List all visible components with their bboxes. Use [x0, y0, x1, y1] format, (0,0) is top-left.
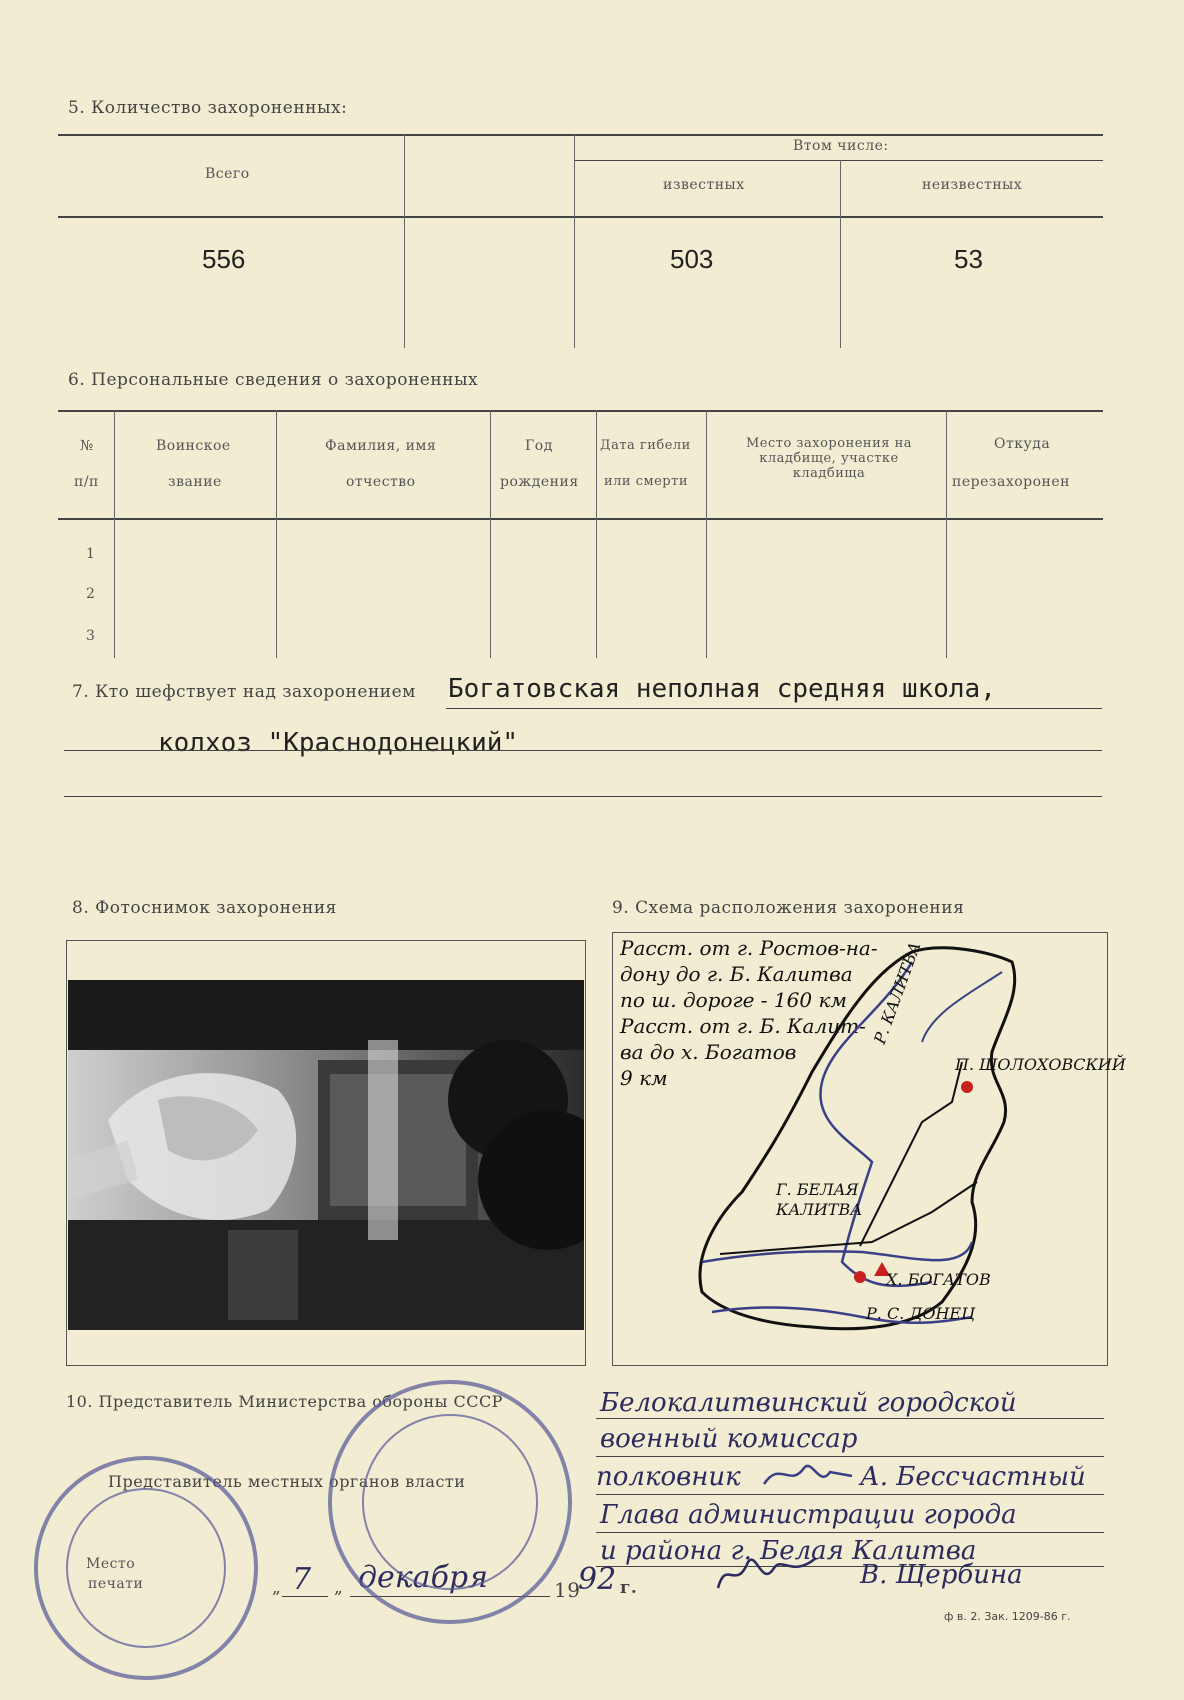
memorial-photo	[68, 980, 584, 1330]
section6-header-birth-1: Год	[525, 438, 553, 454]
section6-header-death-2: или смерти	[604, 474, 688, 489]
sign-rule-1	[596, 1418, 1104, 1419]
left-round-stamp	[34, 1456, 258, 1680]
section11-sign-name: В. Щербина	[860, 1560, 1023, 1590]
section10-sign-line1: Белокалитвинский городской	[600, 1388, 1017, 1418]
section6-title: 6. Персональные сведения о захороненных	[68, 370, 479, 390]
section6-header-rank-1: Воинское	[156, 438, 231, 454]
date-year-suffix: г.	[620, 1578, 638, 1598]
section7-underline-1	[446, 708, 1102, 709]
sign-rule-5	[596, 1566, 1104, 1567]
section6-header-num-2: п/п	[74, 474, 99, 490]
section10-signature-scribble	[760, 1458, 856, 1499]
bogatov-marker	[854, 1271, 866, 1283]
map-label-sholokhovsky: П. ШОЛОХОВСКИЙ	[955, 1055, 1126, 1074]
map-note-line5: ва до х. Богатов	[620, 1040, 797, 1064]
section7-value-line1: Богатовская неполная средняя школа,	[448, 674, 996, 704]
section11-sign-line1: Глава администрации города	[600, 1500, 1017, 1530]
section5-unknown-value: 53	[954, 244, 983, 274]
date-day: 7	[292, 1562, 312, 1597]
section10-sign-line2: военный комиссар	[600, 1424, 858, 1454]
memorial-photo-image	[68, 980, 584, 1330]
section5-col-known: известных	[663, 177, 745, 193]
print-note: ф в. 2. Зак. 1209-86 г.	[944, 1610, 1071, 1623]
section5-col-incl: Втом числе:	[793, 138, 889, 154]
section6-row-3: 3	[86, 628, 96, 644]
section6-header-rank-2: звание	[168, 474, 222, 490]
section6-divider-4	[596, 410, 597, 658]
section6-row-2: 2	[86, 586, 96, 602]
map-sketch	[612, 932, 1106, 1364]
section7-label: 7. Кто шефствует над захоронением	[72, 682, 416, 702]
section5-divider-2	[574, 134, 575, 348]
map-label-belaya-2: КАЛИТВА	[776, 1200, 863, 1219]
section6-header-birth-2: рождения	[500, 474, 579, 490]
section5-header-bottom-rule	[58, 216, 1103, 218]
map-note-line4: Рассm. от г. Б. Калит-	[620, 1014, 866, 1038]
section5-known-value: 503	[670, 244, 714, 274]
section5-title: 5. Количество захороненных:	[68, 98, 348, 118]
section6-header-name-1: Фамилия, имя	[325, 438, 437, 454]
signature-icon	[760, 1458, 856, 1492]
stamp-place-line2: печати	[88, 1576, 144, 1592]
section6-divider-6	[946, 410, 947, 658]
railway-branch	[860, 1062, 962, 1246]
section5-divider-3	[840, 160, 841, 348]
section5-subheader-rule	[574, 160, 1103, 161]
section7-value-line2: колхоз "Краснодонецкий"	[158, 728, 519, 758]
stamp-place-line1: Место	[86, 1556, 136, 1572]
section7-underline-2	[64, 750, 1102, 751]
date-day-rule	[282, 1596, 328, 1597]
section6-header-from-1: Откуда	[994, 436, 1051, 452]
section5-col-unknown: неизвестных	[922, 177, 1023, 193]
section5-total-value: 556	[202, 244, 246, 274]
section6-divider-5	[706, 410, 707, 658]
date-year-prefix: 19	[554, 1578, 581, 1602]
signature-icon-2	[712, 1548, 822, 1598]
section6-header-death-1: Дата гибели	[600, 438, 691, 453]
sholokhovsky-marker	[961, 1081, 973, 1093]
section9-title: 9. Схема расположения захоронения	[612, 898, 965, 918]
section5-top-rule	[58, 134, 1103, 136]
section5-divider-1	[404, 134, 405, 348]
section11-label: Представитель местных органов власти	[108, 1472, 466, 1491]
kalitva-tributary	[922, 972, 1002, 1042]
sign-rule-4	[596, 1532, 1104, 1533]
map-note-line1: Рассm. от г. Ростов-на-	[620, 936, 878, 960]
map-note-line3: по ш. дороге - 160 км	[620, 988, 847, 1012]
section6-divider-3	[490, 410, 491, 658]
section8-title: 8. Фотоснимок захоронения	[72, 898, 337, 918]
section6-header-place: Место захоронения на кладбище, участке кладбища	[745, 436, 913, 481]
section10-sign-line3-name: А. Бессчастный	[860, 1462, 1086, 1492]
map-label-belaya-1: Г. БЕЛАЯ	[776, 1180, 859, 1199]
section6-divider-1	[114, 410, 115, 658]
section5-col-total: Всего	[205, 166, 250, 182]
section11-signature-scribble	[712, 1548, 822, 1602]
map-note-line6: 9 км	[620, 1066, 668, 1090]
section6-row-1: 1	[86, 546, 96, 562]
map-label-donets: Р. С. ДОНЕЦ	[866, 1304, 976, 1323]
section10-sign-line3-rank: полковник	[596, 1462, 741, 1492]
date-open-quote: „	[272, 1578, 282, 1598]
section6-divider-2	[276, 410, 277, 658]
kalitva-river	[820, 962, 932, 1286]
date-month: декабря	[358, 1560, 488, 1595]
section7-underline-3	[64, 796, 1102, 797]
section6-header-num-1: №	[80, 438, 94, 454]
map-label-kalitva: Р. КАЛИТВА	[870, 939, 925, 1047]
sign-rule-3	[596, 1494, 1104, 1495]
date-year-hand: 92	[578, 1562, 617, 1597]
section6-header-from-2: перезахоронен	[952, 474, 1071, 490]
map-label-bogatov: Х. БОГАТОВ	[886, 1270, 991, 1289]
map-note-line2: дону до г. Б. Калитва	[620, 962, 853, 986]
section6-header-name-2: отчество	[346, 474, 416, 490]
section11-sign-line2: и района г. Белая Калитва	[600, 1536, 977, 1566]
section10-label: 10. Представитель Министерства обороны СССР	[66, 1392, 503, 1411]
date-mid-quote: „	[334, 1578, 344, 1598]
sign-rule-2	[596, 1456, 1104, 1457]
